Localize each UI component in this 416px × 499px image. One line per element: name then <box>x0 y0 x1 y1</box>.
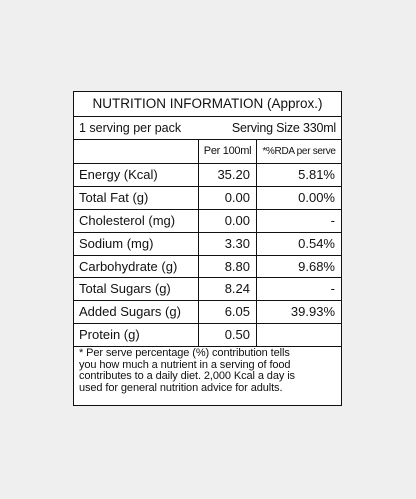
footnote-line: you how much a nutrient in a serving of food <box>79 358 291 371</box>
nutrient-per-100ml: 0.50 <box>199 324 257 346</box>
servings-per-pack: 1 serving per pack <box>79 121 182 135</box>
nutrient-rda: 9.68% <box>298 258 335 274</box>
table-row <box>74 233 341 256</box>
footnote-line: * Per serve percentage (%) contribution tells <box>79 347 290 359</box>
nutrient-per-100ml: 35.20 <box>199 164 257 186</box>
label-title-text: NUTRITION INFORMATION (Approx.) <box>92 96 323 111</box>
nutrient-per-100ml: 0.00 <box>199 187 257 209</box>
nutrient-name: Total Fat (g) <box>74 187 199 209</box>
nutrient-rda <box>257 324 341 346</box>
nutrient-rda: 5.81% <box>298 167 335 182</box>
nutrient-per-100ml: 0.00 <box>199 210 257 232</box>
nutrient-per-100ml: 8.24 <box>199 278 257 300</box>
nutrient-rda: 0.00% <box>298 189 335 205</box>
serving-size: Serving Size 330ml <box>231 121 336 135</box>
table-row <box>74 164 341 187</box>
nutrient-rda: - <box>330 281 335 297</box>
nutrient-rda: 39.93% <box>290 304 335 320</box>
nutrient-per-100ml: 6.05 <box>199 301 257 323</box>
header-rda-per-serve: *%RDA per serve <box>262 146 336 157</box>
nutrient-name: Carbohydrate (g) <box>74 256 199 278</box>
header-per-100ml: Per 100ml <box>199 140 257 163</box>
nutrient-name: Total Sugars (g) <box>74 278 199 300</box>
nutrient-name: Added Sugars (g) <box>74 301 199 323</box>
serving-info <box>74 117 341 140</box>
table-row <box>74 301 341 324</box>
table-row <box>74 256 341 279</box>
table-header-row <box>74 140 341 164</box>
nutrient-per-100ml: 3.30 <box>199 233 257 255</box>
footnote-line: used for general nutrition advice for adults. <box>79 381 283 394</box>
nutrient-name: Protein (g) <box>74 324 199 346</box>
table-row <box>74 278 341 301</box>
nutrient-rda: 0.54% <box>298 235 335 251</box>
table-row <box>74 210 341 233</box>
nutrient-rda: - <box>330 212 335 228</box>
rda-footnote <box>79 348 337 394</box>
nutrient-per-100ml: 8.80 <box>199 256 257 278</box>
table-row <box>74 187 341 210</box>
nutrition-label <box>73 91 342 406</box>
table-row <box>74 324 341 347</box>
header-nutrient <box>74 140 199 163</box>
label-title <box>74 92 341 117</box>
nutrient-table <box>74 140 341 347</box>
footnote-line: contributes to a daily diet. 2,000 Kcal a day is <box>79 370 295 383</box>
nutrient-name: Cholesterol (mg) <box>74 210 199 232</box>
nutrient-name: Sodium (mg) <box>74 233 199 255</box>
nutrient-name: Energy (Kcal) <box>74 164 199 186</box>
